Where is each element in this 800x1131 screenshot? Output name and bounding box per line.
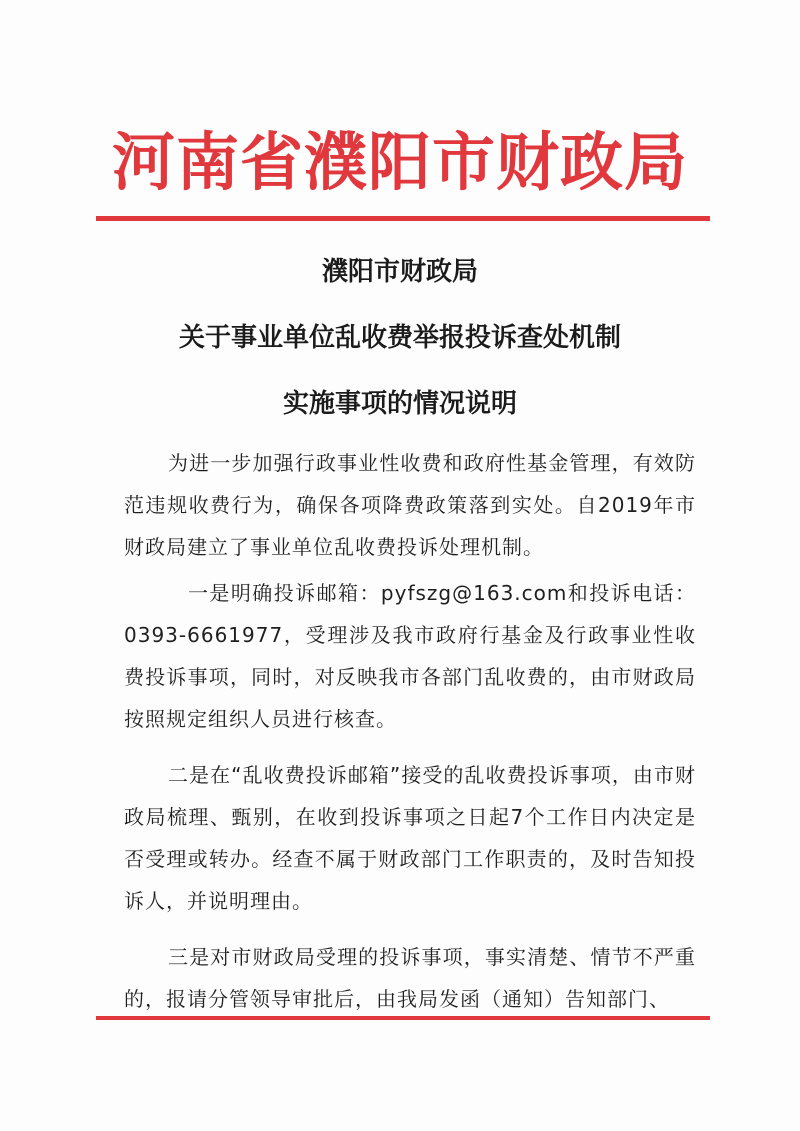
doc-title-line-2: 关于事业单位乱收费举报投诉查处机制	[178, 323, 621, 353]
body-paragraph-processing: 二是在“乱收费投诉邮箱”接受的乱收费投诉事项，由市财政局梳理、甄别，在收到投诉事项之日起7个工作日内决定是否受理或转办。经查不属于财政部门工作职责的，及时告知投诉人，并说明理由。	[124, 763, 696, 913]
doc-title-line-1: 濮阳市财政局	[321, 257, 478, 287]
doc-title-line-3: 实施事项的情况说明	[282, 389, 517, 419]
body-paragraph-contact: 一是明确投诉邮箱：pyfszg@163.com和投诉电话：0393-6661977，受理涉及我市政府行基金及行政事业性收费投诉事项，同时，对反映我市各部门乱收费的，由市财政局按照规定组织人员进行核查。	[124, 581, 696, 731]
masthead-title: 河南省濮阳市财政局	[112, 125, 688, 199]
masthead-red-rule	[96, 216, 710, 221]
body-paragraph-handling: 三是对市财政局受理的投诉事项，事实清楚、情节不严重的，报请分管领导审批后，由我局发函（通知）告知部门、	[124, 945, 696, 1011]
body-paragraph-intro: 为进一步加强行政事业性收费和政府性基金管理，有效防范违规收费行为，确保各项降费政策落到实处。自2019年市财政局建立了事业单位乱收费投诉处理机制。	[124, 451, 696, 559]
footer-red-rule	[96, 1016, 710, 1020]
